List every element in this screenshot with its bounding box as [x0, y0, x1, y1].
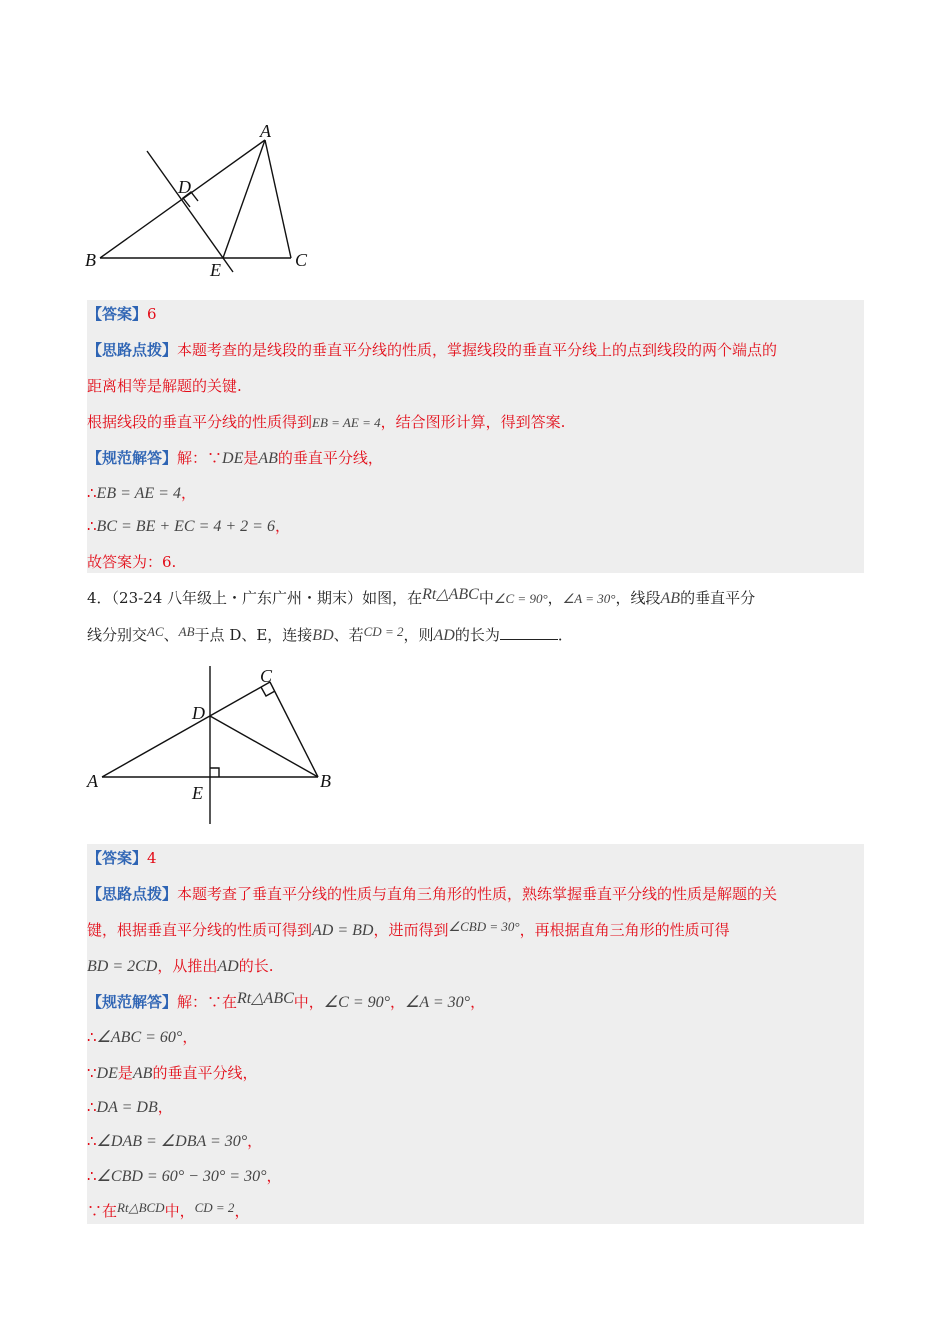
answer-block-1: [87, 300, 864, 573]
segment-ac: [265, 140, 291, 258]
solution2-line-1: 【规范解答】解：∵在Rt△ABC中，∠C = 90°，∠A = 30°，: [87, 990, 486, 1011]
label-b-2: B: [320, 771, 331, 791]
label-a: A: [260, 121, 271, 141]
question-4-line-1: 4．（23-24 八年级上・广东广州・期末）如图，在Rt△ABC中∠C = 90°，∠A = 30°，线段AB的垂直平分: [87, 586, 756, 607]
hint2-line-3: BD = 2CD，从推出AD的长.: [87, 957, 274, 975]
solution2-line-7: ∵在Rt△BCD中，CD = 2，: [87, 1200, 250, 1220]
answer-block-2: [87, 844, 864, 1224]
figure-triangle-2: [82, 662, 342, 830]
solution-line-2: ∴EB = AE = 4，: [87, 484, 196, 502]
segment-ac-2: [102, 682, 270, 777]
answer-line-1: 【答案】6: [87, 305, 157, 323]
solution2-line-5: ∴∠DAB = ∠DBA = 30°，: [87, 1132, 263, 1150]
label-c-2: C: [260, 666, 273, 686]
solution2-line-6: ∴∠CBD = 60° − 30° = 30°，: [87, 1167, 282, 1185]
hint-line-1: 【思路点拨】本题考查的是线段的垂直平分线的性质，掌握线段的垂直平分线上的点到线段的两个端点的: [87, 341, 778, 359]
right-angle-mark-e: [210, 768, 219, 777]
hint2-line-1: 【思路点拨】本题考查了垂直平分线的性质与直角三角形的性质，熟练掌握垂直平分线的性质是解题的关: [87, 885, 778, 903]
hint-line-2: 距离相等是解题的关键.: [87, 377, 242, 395]
perpendicular-bisector: [147, 151, 233, 272]
solution-line-1: 【规范解答】解：∵DE是AB的垂直平分线，: [87, 449, 383, 467]
solution-line-3: ∴BC = BE + EC = 4 + 2 = 6，: [87, 517, 290, 535]
solution-line-4: 故答案为：6.: [87, 553, 177, 571]
label-b: B: [85, 250, 96, 270]
label-e-2: E: [192, 783, 203, 803]
solution2-line-4: ∴DA = DB，: [87, 1098, 173, 1116]
label-d-2: D: [192, 703, 205, 723]
answer-blank: [500, 625, 558, 640]
label-a-2: A: [87, 771, 98, 791]
question-4-line-2: 线分别交AC、AB于点 D、E，连接BD、若CD = 2，则AD的长为 ．: [87, 624, 573, 644]
segment-db-2: [210, 716, 318, 777]
answer-line-2: 【答案】4: [87, 849, 157, 867]
hint2-line-2: 键，根据垂直平分线的性质可得到AD = BD，进而得到∠CBD = 30°，再根据直角三角形的性质可得: [87, 919, 730, 939]
segment-ab: [100, 140, 265, 258]
segment-ae: [223, 140, 265, 258]
figure-triangle-1: [80, 118, 320, 283]
label-d: D: [178, 177, 191, 197]
hint-line-3: 根据线段的垂直平分线的性质得到EB = AE = 4，结合图形计算，得到答案.: [87, 413, 566, 431]
label-c: C: [295, 250, 308, 270]
label-e: E: [210, 260, 221, 280]
solution2-line-2: ∴∠ABC = 60°，: [87, 1028, 198, 1046]
solution2-line-3: ∵DE是AB的垂直平分线，: [87, 1064, 258, 1082]
